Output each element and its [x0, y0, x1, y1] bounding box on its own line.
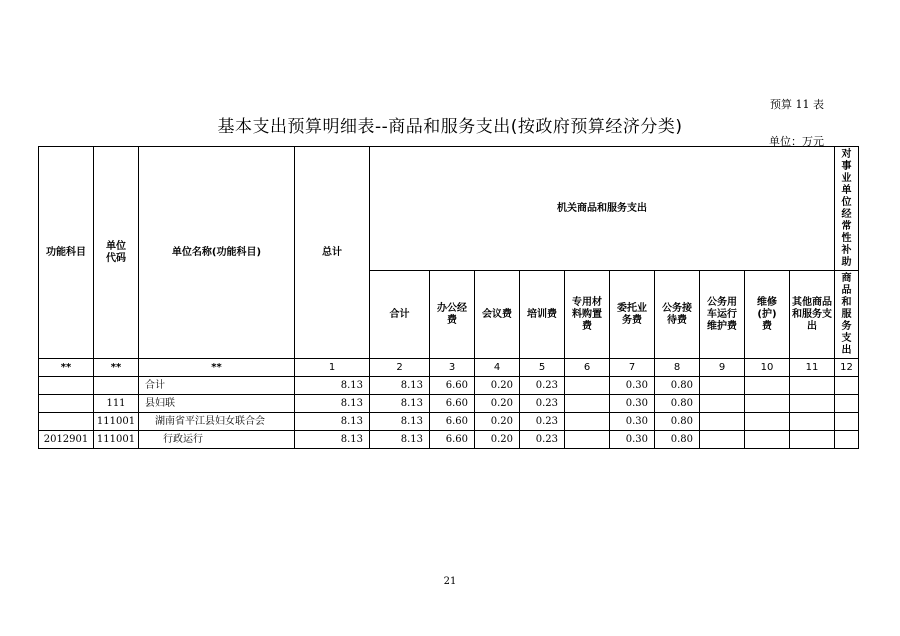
index-cell: 4	[475, 359, 520, 377]
value-cell: 8.13	[370, 431, 430, 449]
table-row	[39, 377, 859, 395]
table-row	[39, 395, 859, 413]
header-total: 总计	[295, 147, 370, 359]
value-cell: 0.30	[610, 395, 655, 413]
value-cell	[790, 431, 835, 449]
table-tag: 预算 11 表	[770, 98, 824, 111]
header-vehicle-cost: 公务用车运行维护费	[700, 271, 745, 359]
value-cell	[745, 395, 790, 413]
index-cell: 9	[700, 359, 745, 377]
total-cell: 8.13	[295, 395, 370, 413]
header-func-code: 功能科目	[39, 147, 94, 359]
value-cell	[700, 413, 745, 431]
value-cell: 0.20	[475, 413, 520, 431]
value-cell: 0.30	[610, 431, 655, 449]
value-cell: 8.13	[370, 413, 430, 431]
budget-table	[38, 146, 859, 449]
value-cell	[835, 395, 859, 413]
index-cell: 6	[565, 359, 610, 377]
index-cell: **	[39, 359, 94, 377]
value-cell: 0.23	[520, 413, 565, 431]
value-cell: 6.60	[430, 395, 475, 413]
func-code-cell	[39, 377, 94, 395]
value-cell: 0.23	[520, 377, 565, 395]
total-cell: 8.13	[295, 431, 370, 449]
value-cell: 0.80	[655, 377, 700, 395]
func-code-cell: 2012901	[39, 431, 94, 449]
header-training-cost: 培训费	[520, 271, 565, 359]
page-number: 21	[443, 576, 457, 587]
value-cell	[565, 413, 610, 431]
org-name-cell: 湖南省平江县妇女联合会	[139, 413, 295, 431]
value-cell: 0.80	[655, 395, 700, 413]
func-code-cell	[39, 395, 94, 413]
value-cell	[790, 413, 835, 431]
index-cell: 11	[790, 359, 835, 377]
value-cell	[565, 431, 610, 449]
value-cell: 6.60	[430, 413, 475, 431]
header-other-cost: 其他商品和服务支出	[790, 271, 835, 359]
value-cell	[835, 377, 859, 395]
header-entrust-cost: 委托业务费	[610, 271, 655, 359]
index-cell: **	[139, 359, 295, 377]
header-sub-total: 合计	[370, 271, 430, 359]
header-repair-cost: 维修(护)费	[745, 271, 790, 359]
value-cell	[700, 395, 745, 413]
index-row	[39, 359, 859, 377]
value-cell: 8.13	[370, 377, 430, 395]
value-cell: 0.23	[520, 395, 565, 413]
value-cell	[745, 413, 790, 431]
value-cell: 0.80	[655, 413, 700, 431]
value-cell: 8.13	[370, 395, 430, 413]
value-cell	[745, 431, 790, 449]
value-cell: 6.60	[430, 377, 475, 395]
value-cell	[835, 431, 859, 449]
index-cell: 2	[370, 359, 430, 377]
index-cell: 12	[835, 359, 859, 377]
header-sub-shiye: 商品和服务支出	[835, 271, 859, 359]
header-office-cost: 办公经费	[430, 271, 475, 359]
index-cell: 7	[610, 359, 655, 377]
org-code-cell: 111001	[94, 431, 139, 449]
index-cell: 10	[745, 359, 790, 377]
value-cell	[835, 413, 859, 431]
header-group-shiye: 对事业单位经常性补助	[835, 147, 859, 271]
header-meeting-cost: 会议费	[475, 271, 520, 359]
header-org-name: 单位名称(功能科目)	[139, 147, 295, 359]
value-cell	[565, 395, 610, 413]
index-cell: 8	[655, 359, 700, 377]
value-cell: 0.23	[520, 431, 565, 449]
value-cell: 0.30	[610, 413, 655, 431]
value-cell: 0.20	[475, 431, 520, 449]
value-cell	[790, 395, 835, 413]
value-cell	[700, 377, 745, 395]
value-cell	[700, 431, 745, 449]
org-name-cell: 行政运行	[139, 431, 295, 449]
unit-label: 单位：万元	[769, 135, 824, 148]
total-cell: 8.13	[295, 377, 370, 395]
value-cell: 0.30	[610, 377, 655, 395]
page-title: 基本支出预算明细表--商品和服务支出(按政府预算经济分类)	[217, 117, 683, 137]
org-code-cell: 111001	[94, 413, 139, 431]
index-cell: 3	[430, 359, 475, 377]
index-cell: 5	[520, 359, 565, 377]
header-material-cost: 专用材料购置费	[565, 271, 610, 359]
org-name-cell: 合计	[139, 377, 295, 395]
table-row	[39, 431, 859, 449]
header-org-code: 单位代码	[94, 147, 139, 359]
index-cell: 1	[295, 359, 370, 377]
total-cell: 8.13	[295, 413, 370, 431]
value-cell: 0.20	[475, 395, 520, 413]
header-row-1	[39, 147, 859, 271]
value-cell	[565, 377, 610, 395]
table-row	[39, 413, 859, 431]
func-code-cell	[39, 413, 94, 431]
index-cell: **	[94, 359, 139, 377]
org-name-cell: 县妇联	[139, 395, 295, 413]
value-cell	[745, 377, 790, 395]
org-code-cell	[94, 377, 139, 395]
value-cell: 0.20	[475, 377, 520, 395]
value-cell: 6.60	[430, 431, 475, 449]
value-cell	[790, 377, 835, 395]
header-group-jiguan: 机关商品和服务支出	[370, 147, 835, 271]
header-reception-cost: 公务接待费	[655, 271, 700, 359]
org-code-cell: 111	[94, 395, 139, 413]
value-cell: 0.80	[655, 431, 700, 449]
